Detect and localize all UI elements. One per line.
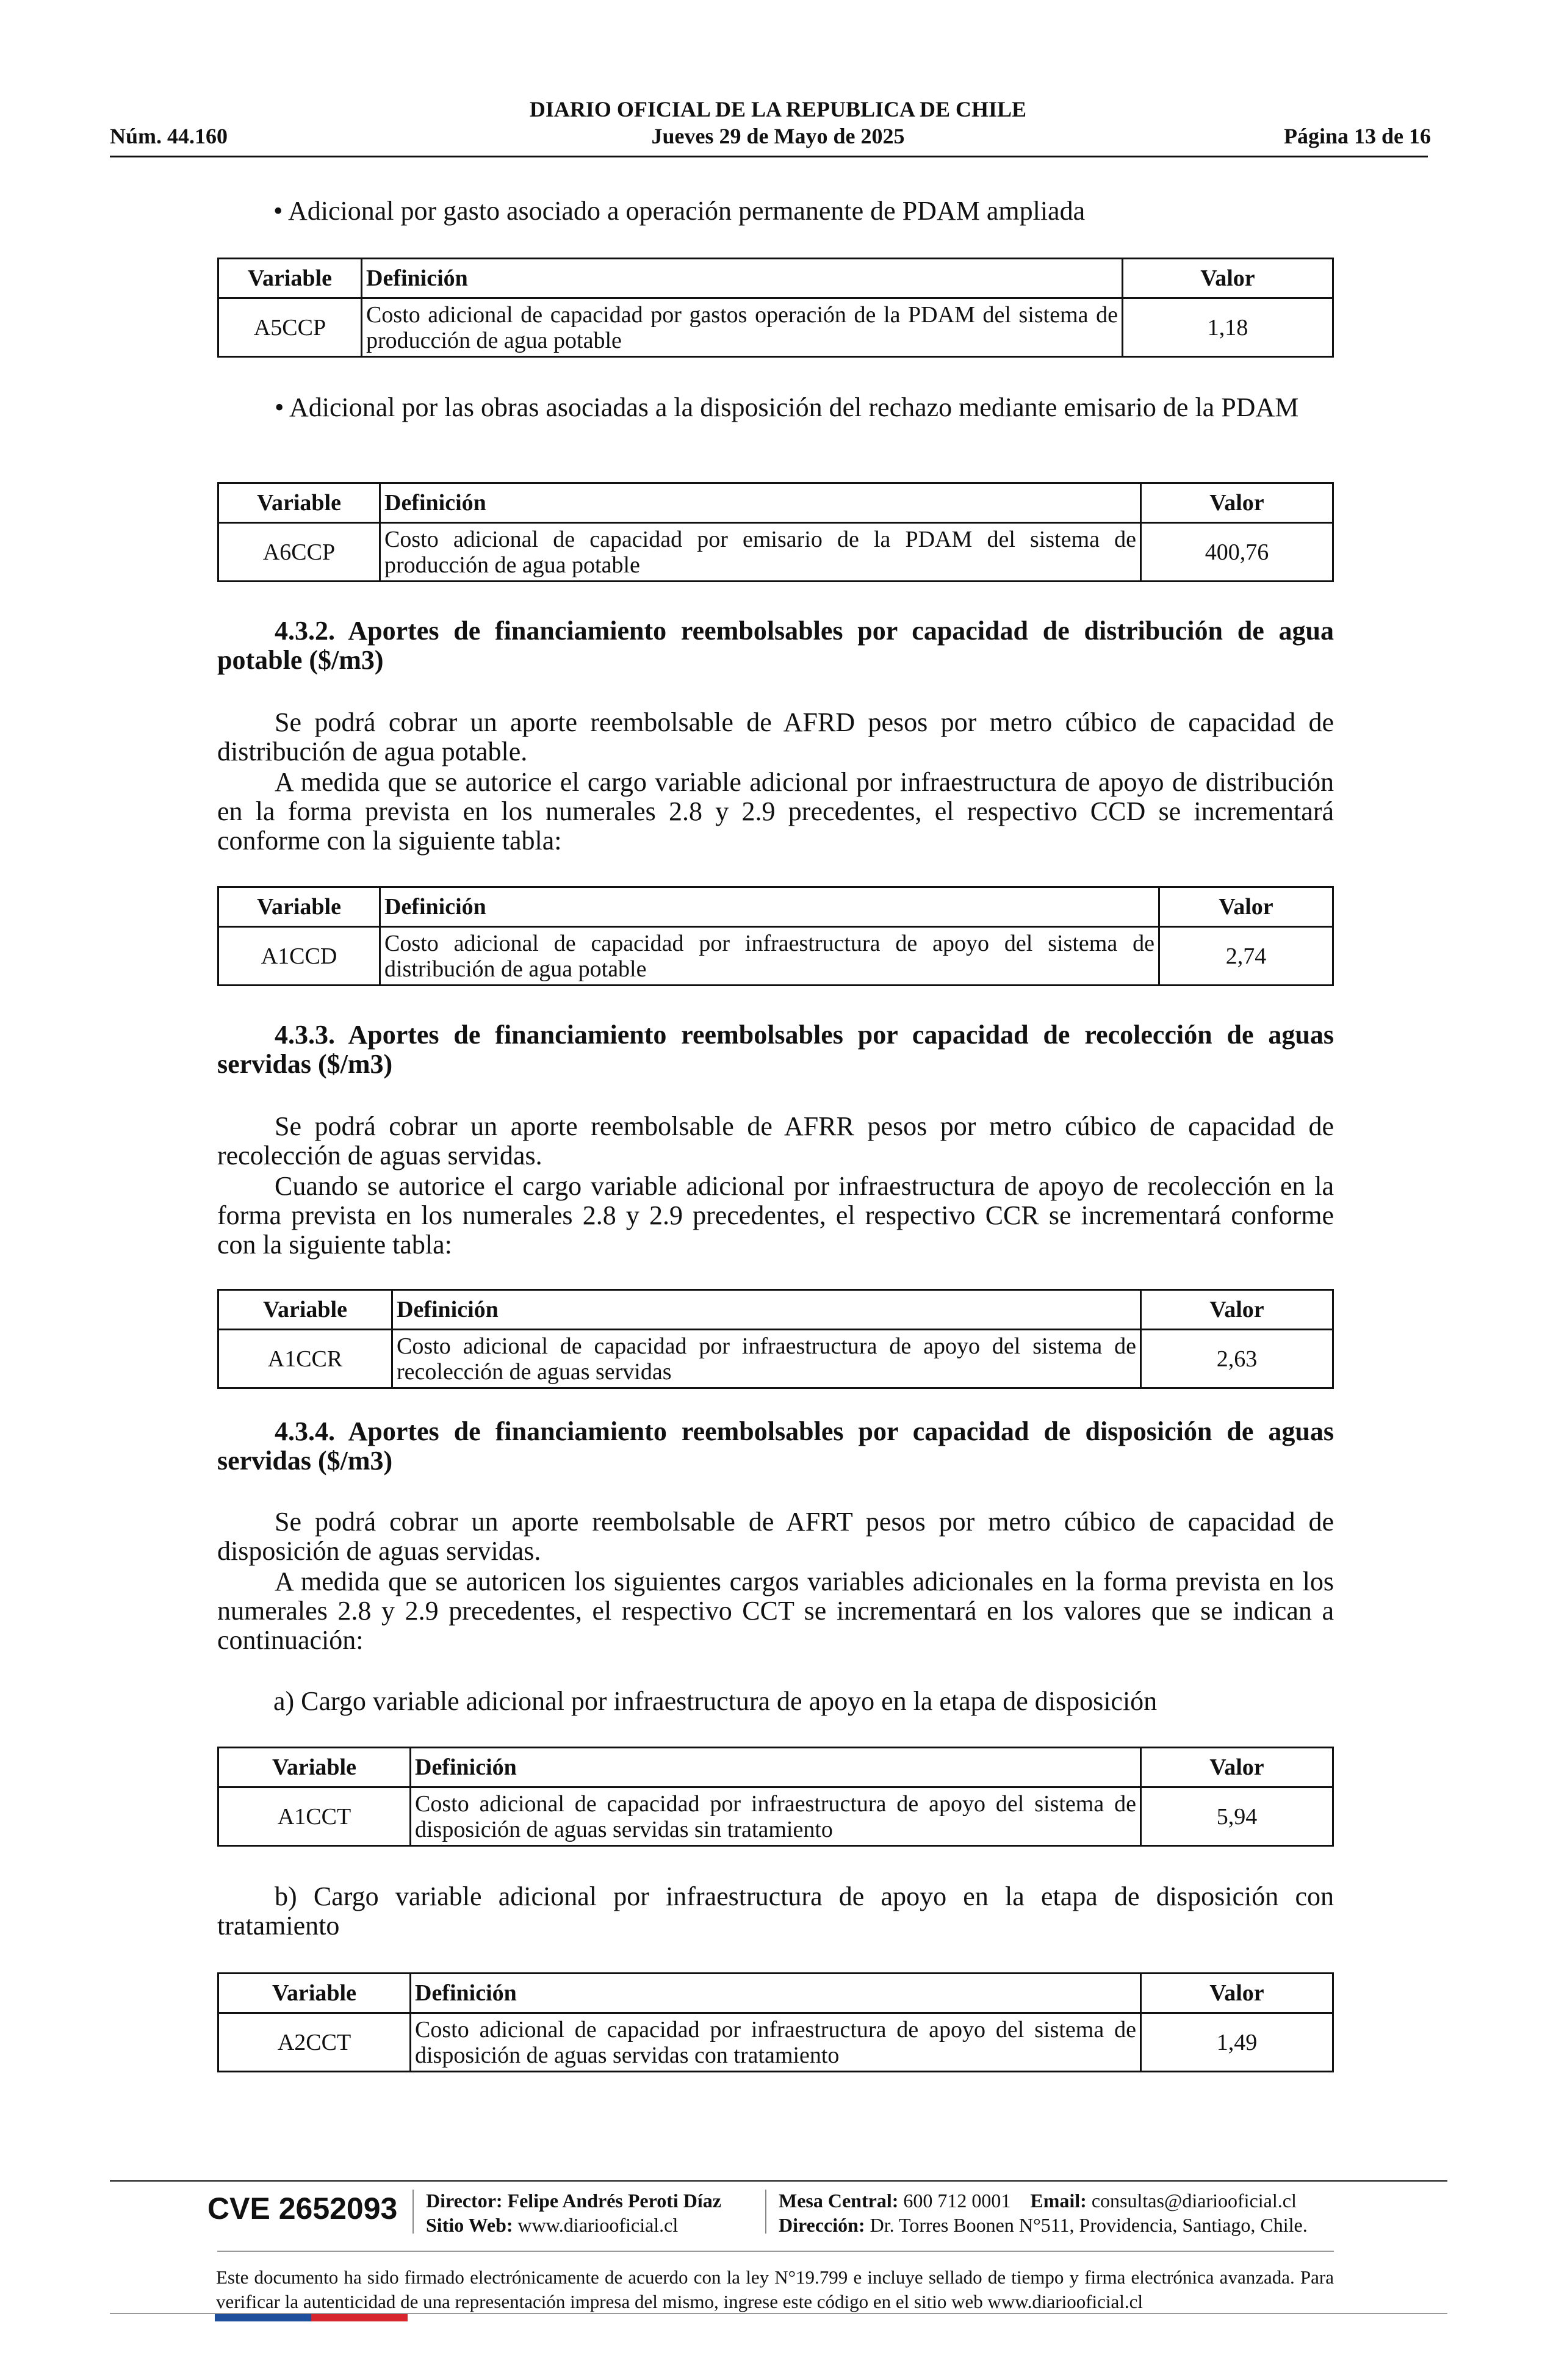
table-header-definition: Definición <box>380 483 1141 523</box>
section-heading-4-3-3: 4.3.3. Aportes de financiamiento reembolsables por capacidad de recolección de aguas servidas ($/m3) <box>217 1020 1334 1079</box>
table-header-variable: Variable <box>218 1974 411 2013</box>
variable-cell: A1CCT <box>218 1787 411 1846</box>
footer-divider-mid <box>217 2251 1334 2252</box>
table-header-variable: Variable <box>218 259 362 298</box>
footer-separator <box>765 2190 766 2234</box>
definition-cell: Costo adicional de capacidad por gastos operación de la PDAM del sistema de producción de agua potable <box>362 298 1123 357</box>
definition-cell: Costo adicional de capacidad por emisario de la PDAM del sistema de producción de agua potable <box>380 523 1141 582</box>
variable-table-a6ccp <box>217 482 1334 582</box>
table-header-definition: Definición <box>362 259 1123 298</box>
director-label: Director: <box>426 2190 503 2212</box>
table-header-value: Valor <box>1123 259 1333 298</box>
issue-date: Jueves 29 de Mayo de 2025 <box>651 124 905 148</box>
flag-stripe-blue <box>215 2314 311 2321</box>
site-label: Sitio Web: <box>426 2214 513 2236</box>
value-cell: 1,18 <box>1123 298 1333 357</box>
bullet-paragraph-pdam: • Adicional por gasto asociado a operación permanente de PDAM ampliada <box>273 196 1086 226</box>
value-cell: 5,94 <box>1141 1787 1333 1846</box>
variable-table-a1ccr <box>217 1289 1334 1389</box>
table-header-variable: Variable <box>218 887 380 927</box>
variable-cell: A1CCR <box>218 1330 392 1388</box>
table-header-value: Valor <box>1141 483 1333 523</box>
table-header-definition: Definición <box>411 1974 1141 2013</box>
paragraph-b-cargo: b) Cargo variable adicional por infraestructura de apoyo en la etapa de disposición con tratamiento <box>217 1881 1334 1941</box>
phone-label: Mesa Central: <box>779 2190 899 2212</box>
footer-separator <box>412 2190 414 2234</box>
address-label: Dirección: <box>779 2214 865 2236</box>
paragraph-ccd: A medida que se autorice el cargo variable adicional por infraestructura de apoyo de distribución en la forma prevista en los numerales 2.8 y 2.9 precedentes, el respectivo CCD se incrementará conforme con la siguiente tabla: <box>217 767 1334 856</box>
variable-table-a2cct <box>217 1972 1334 2072</box>
table-header-definition: Definición <box>380 887 1159 927</box>
director-name: Felipe Andrés Peroti Díaz <box>507 2190 721 2212</box>
variable-table-a1cct <box>217 1747 1334 1847</box>
flag-stripe-red <box>311 2314 408 2321</box>
paragraph-a-cargo: a) Cargo variable adicional por infraestructura de apoyo en la etapa de disposición <box>273 1686 1158 1716</box>
newspaper-title: DIARIO OFICIAL DE LA REPUBLICA DE CHILE <box>529 97 1027 121</box>
site-link[interactable]: www.diariooficial.cl <box>517 2214 679 2236</box>
page-indicator: Página 13 de 16 <box>1283 124 1431 148</box>
table-header-value: Valor <box>1141 1290 1333 1330</box>
variable-table-a1ccd <box>217 886 1334 986</box>
definition-cell: Costo adicional de capacidad por infraestructura de apoyo del sistema de disposición de aguas servidas con tratamiento <box>411 2013 1141 2072</box>
value-cell: 2,74 <box>1159 927 1333 986</box>
email-link[interactable]: consultas@diariooficial.cl <box>1091 2190 1297 2212</box>
footer-director-block <box>426 2188 721 2237</box>
paragraph-ccr: Cuando se autorice el cargo variable adicional por infraestructura de apoyo de recolección en la forma prevista en los numerales 2.8 y 2.9 precedentes, el respectivo CCR se incrementará conforme con la siguiente tabla: <box>217 1171 1334 1260</box>
variable-cell: A2CCT <box>218 2013 411 2072</box>
cve-code: CVE 2652093 <box>207 2191 398 2226</box>
footer-divider-top <box>110 2180 1447 2182</box>
footer-contact-block <box>779 2188 1308 2237</box>
bullet-paragraph-emisario: • Adicional por las obras asociadas a la disposición del rechazo mediante emisario de la PDAM <box>275 392 1299 422</box>
value-cell: 2,63 <box>1141 1330 1333 1388</box>
value-cell: 1,49 <box>1141 2013 1333 2072</box>
variable-cell: A5CCP <box>218 298 362 357</box>
address-text: Dr. Torres Boonen N°511, Providencia, Santiago, Chile. <box>870 2214 1308 2236</box>
definition-cell: Costo adicional de capacidad por infraestructura de apoyo del sistema de distribución de agua potable <box>380 927 1159 986</box>
paragraph-afrt: Se podrá cobrar un aporte reembolsable de AFRT pesos por metro cúbico de capacidad de disposición de aguas servidas. <box>217 1507 1334 1566</box>
variable-table-a5ccp <box>217 258 1334 358</box>
paragraph-afrr: Se podrá cobrar un aporte reembolsable de AFRR pesos por metro cúbico de capacidad de recolección de aguas servidas. <box>217 1111 1334 1170</box>
variable-cell: A1CCD <box>218 927 380 986</box>
table-header-value: Valor <box>1159 887 1333 927</box>
definition-cell: Costo adicional de capacidad por infraestructura de apoyo del sistema de disposición de aguas servidas sin tratamiento <box>411 1787 1141 1846</box>
value-cell: 400,76 <box>1141 523 1333 582</box>
email-label: Email: <box>1030 2190 1087 2212</box>
table-header-value: Valor <box>1141 1974 1333 2013</box>
section-heading-4-3-4: 4.3.4. Aportes de financiamiento reembolsables por capacidad de disposición de aguas servidas ($/m3) <box>217 1416 1334 1476</box>
definition-cell: Costo adicional de capacidad por infraestructura de apoyo del sistema de recolección de aguas servidas <box>392 1330 1141 1388</box>
issue-number: Núm. 44.160 <box>110 124 228 148</box>
table-header-definition: Definición <box>392 1290 1141 1330</box>
paragraph-afrd: Se podrá cobrar un aporte reembolsable de AFRD pesos por metro cúbico de capacidad de distribución de agua potable. <box>217 707 1334 766</box>
table-header-variable: Variable <box>218 1290 392 1330</box>
table-header-variable: Variable <box>218 1748 411 1787</box>
variable-cell: A6CCP <box>218 523 380 582</box>
section-heading-4-3-2: 4.3.2. Aportes de financiamiento reembolsables por capacidad de distribución de agua potable ($/m3) <box>217 616 1334 675</box>
table-header-definition: Definición <box>411 1748 1141 1787</box>
table-header-value: Valor <box>1141 1748 1333 1787</box>
phone-number: 600 712 0001 <box>903 2190 1011 2212</box>
header-divider <box>110 156 1428 157</box>
paragraph-cct: A medida que se autoricen los siguientes cargos variables adicionales en la forma prevista en los numerales 2.8 y 2.9 precedentes, el respectivo CCT se incrementará en los valores que se indican a continuación: <box>217 1567 1334 1655</box>
table-header-variable: Variable <box>218 483 380 523</box>
legal-notice: Este documento ha sido firmado electrónicamente de acuerdo con la ley N°19.799 e incluye sellado de tiempo y firma electrónica avanzada. Para verificar la autenticidad de una representación impresa del mismo, ingrese este código en el sitio web www.diariooficial.cl <box>216 2266 1334 2312</box>
